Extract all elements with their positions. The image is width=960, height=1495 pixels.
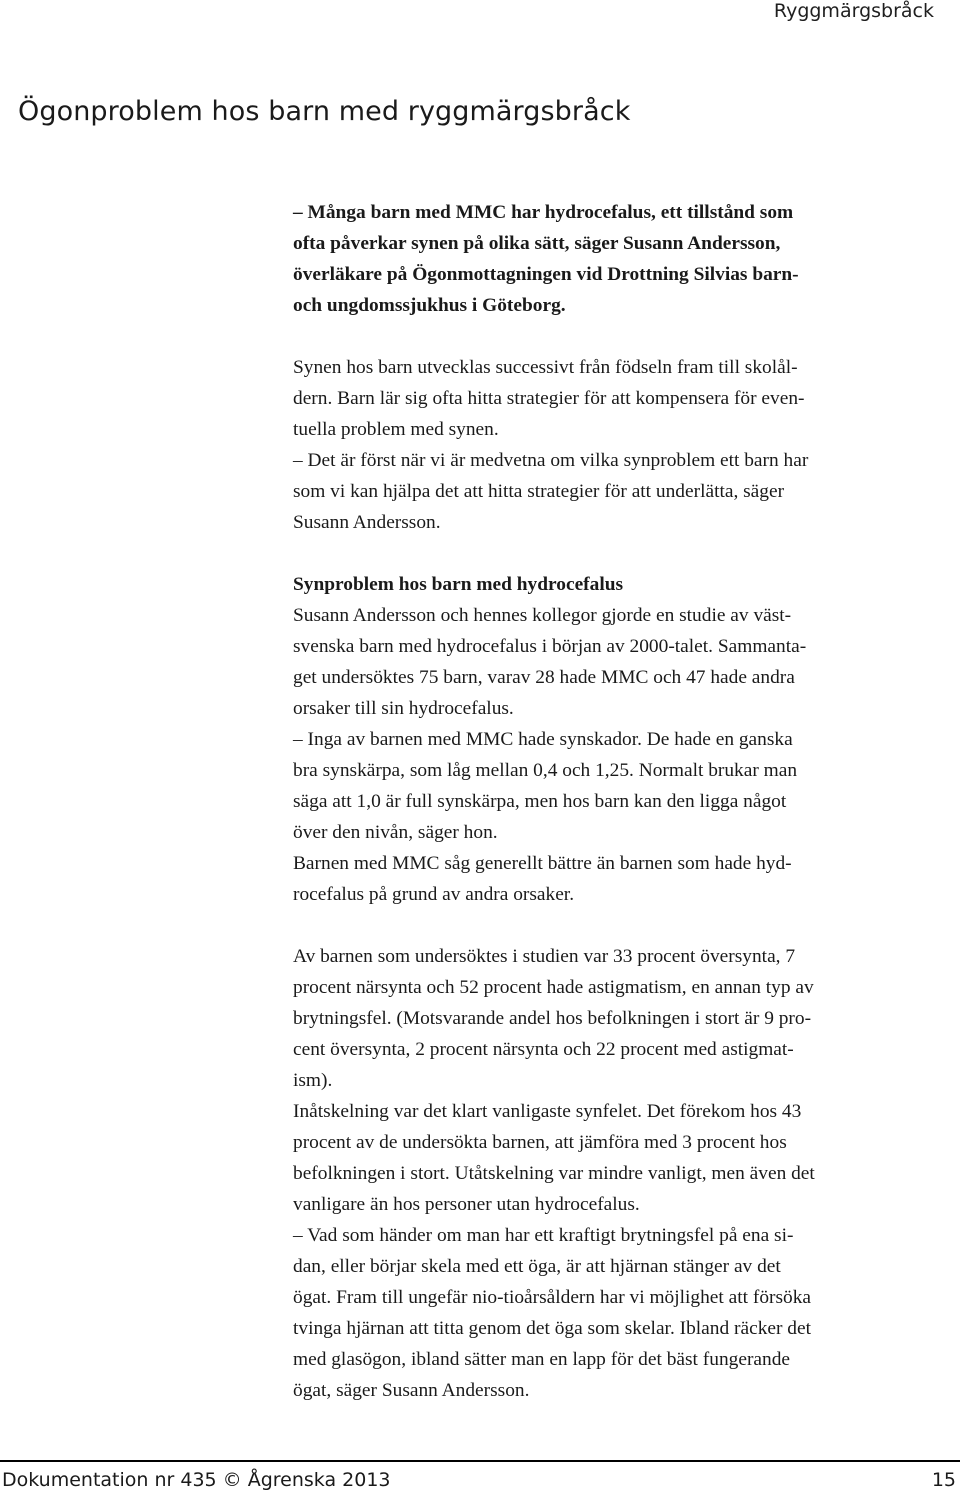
paragraph-4 (293, 724, 933, 848)
paragraph-2 (293, 445, 933, 538)
text-line: – Inga av barnen med MMC hade synskador. De hade en ganska (293, 729, 793, 750)
text-line: – Det är först när vi är medvetna om vilka synproblem ett barn har (293, 450, 809, 471)
text-line: ögat, säger Susann Andersson. (293, 1380, 530, 1401)
text-line: get undersöktes 75 barn, varav 28 hade MMC och 47 hade andra (293, 667, 795, 688)
footer-publication: Dokumentation nr 435 © Ågrenska 2013 (2, 1469, 391, 1491)
page-title: Ögonproblem hos barn med ryggmärgsbråck (18, 96, 631, 127)
text-line: Barnen med MMC såg generellt bättre än barnen som hade hyd- (293, 853, 792, 874)
lead-line: och ungdomssjukhus i Göteborg. (293, 295, 566, 316)
text-line: Inåtskelning var det klart vanligaste synfelet. Det förekom hos 43 (293, 1101, 802, 1122)
text-line: Synen hos barn utvecklas successivt från födseln fram till skolål- (293, 357, 798, 378)
text-line: procent av de undersökta barnen, att jämföra med 3 procent hos (293, 1132, 787, 1153)
text-line: bra synskärpa, som låg mellan 0,4 och 1,25. Normalt brukar man (293, 760, 798, 781)
text-line: orsaker till sin hydrocefalus. (293, 698, 514, 719)
paragraph-7 (293, 1096, 933, 1220)
text-line: dan, eller börjar skela med ett öga, är att hjärnan stänger av det (293, 1256, 781, 1277)
text-line: Av barnen som undersöktes i studien var 33 procent översynta, 7 (293, 946, 796, 967)
text-line: befolkningen i stort. Utåtskelning var mindre vanligt, men även det (293, 1163, 815, 1184)
text-line: Susann Andersson och hennes kollegor gjorde en studie av väst- (293, 605, 792, 626)
lead-line: – Många barn med MMC har hydrocefalus, ett tillstånd som (293, 202, 794, 223)
text-line: brytningsfel. (Motsvarande andel hos befolkningen i stort är 9 pro- (293, 1008, 812, 1029)
lead-line: ofta påverkar synen på olika sätt, säger Susann Andersson, (293, 233, 781, 254)
page-number: 15 (931, 1469, 956, 1491)
page-footer (0, 1460, 960, 1495)
text-line: tuella problem med synen. (293, 419, 499, 440)
paragraph-5 (293, 848, 933, 910)
text-line: dern. Barn lär sig ofta hitta strategier för att kompensera för even- (293, 388, 805, 409)
lead-paragraph (293, 197, 933, 321)
running-head: Ryggmärgsbråck (773, 0, 934, 22)
text-line: som vi kan hjälpa det att hitta strategier för att underlätta, säger (293, 481, 785, 502)
section-subheading: Synproblem hos barn med hydrocefalus (293, 574, 624, 595)
paragraph-3 (293, 600, 933, 724)
paragraph-6 (293, 941, 933, 1096)
text-line: – Vad som händer om man har ett kraftigt brytningsfel på ena si- (293, 1225, 794, 1246)
text-line: ögat. Fram till ungefär nio-tioårsåldern har vi möjlighet att försöka (293, 1287, 812, 1308)
text-line: över den nivån, säger hon. (293, 822, 498, 843)
paragraph-8 (293, 1220, 933, 1406)
text-line: ism). (293, 1070, 333, 1091)
lead-line: överläkare på Ögonmottagningen vid Drottning Silvias barn- (293, 264, 799, 285)
paragraph-1 (293, 352, 933, 445)
text-line: rocefalus på grund av andra orsaker. (293, 884, 575, 905)
text-line: säga att 1,0 är full synskärpa, men hos barn kan den ligga något (293, 791, 787, 812)
text-line: tvinga hjärnan att titta genom det öga som skelar. Ibland räcker det (293, 1318, 811, 1339)
text-line: Susann Andersson. (293, 512, 441, 533)
text-line: med glasögon, ibland sätter man en lapp för det bäst fungerande (293, 1349, 790, 1370)
text-line: svenska barn med hydrocefalus i början av 2000-talet. Sammanta- (293, 636, 807, 657)
text-line: cent översynta, 2 procent närsynta och 22 procent med astigmat- (293, 1039, 794, 1060)
article-body (293, 197, 933, 1406)
text-line: procent närsynta och 52 procent hade astigmatism, en annan typ av (293, 977, 814, 998)
text-line: vanligare än hos personer utan hydrocefalus. (293, 1194, 640, 1215)
